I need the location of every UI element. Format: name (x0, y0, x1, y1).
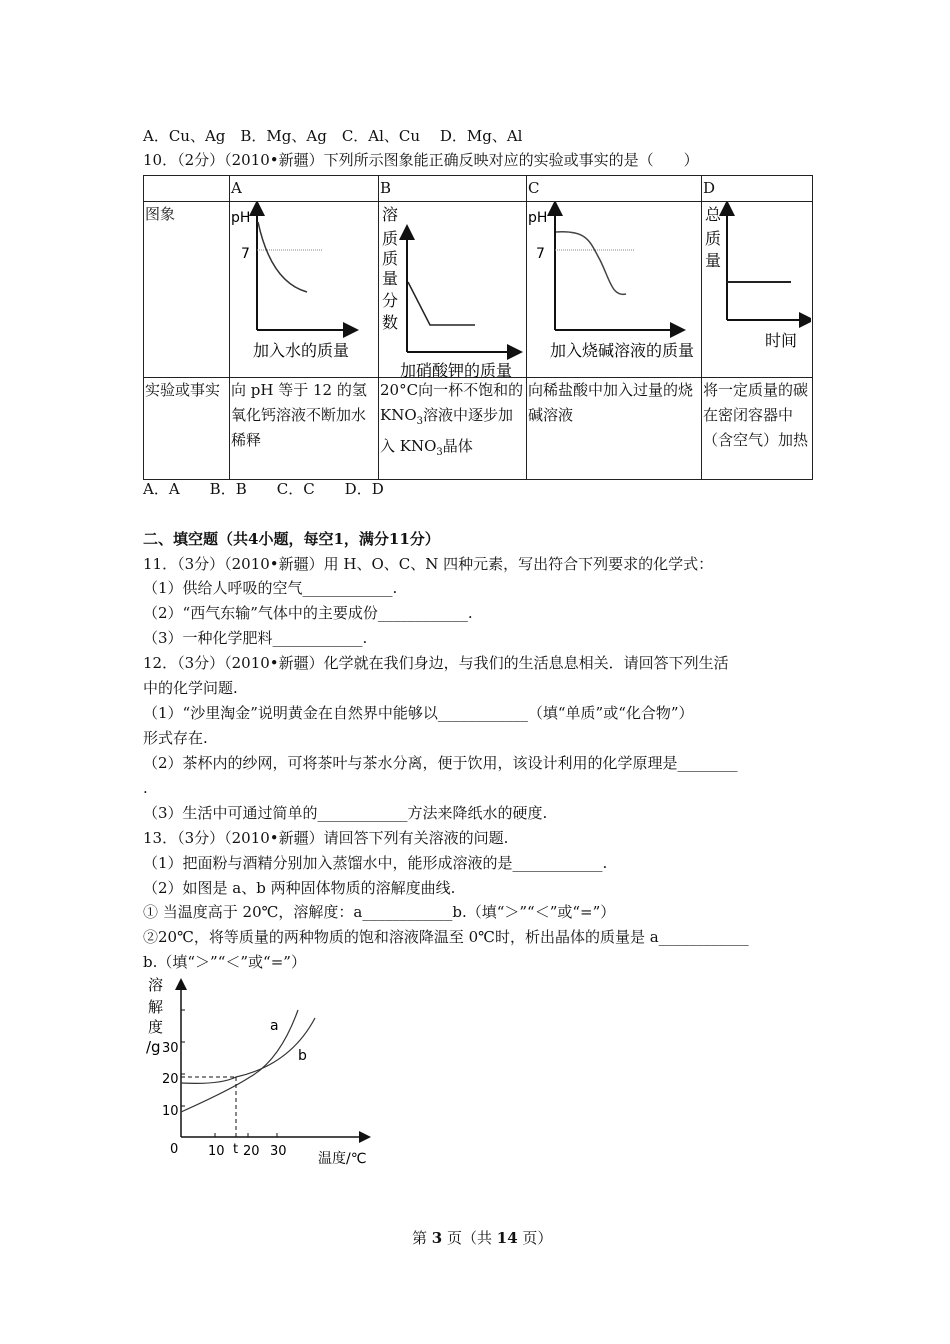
svg-text:20: 20 (243, 1144, 260, 1159)
svg-text:加入烧碱溶液的质量: 加入烧碱溶液的质量 (550, 341, 695, 360)
svg-text:t: t (233, 1142, 239, 1157)
page-footer: 第 3 页（共 14 页） (412, 1229, 553, 1247)
header-b: B (379, 176, 527, 202)
question-line: （3）一种化学肥料____________. (143, 629, 368, 647)
question-line: （1）供给人呼吸的空气____________. (143, 579, 398, 597)
svg-text:pH: pH (231, 210, 251, 226)
question-line: 形式存在. (143, 729, 208, 747)
fact-b: 20°C向一杯不饱和的 $KNO_3$溶液中逐步加入 $KNO_3$晶体 (379, 378, 527, 480)
svg-text:20: 20 (162, 1072, 179, 1087)
svg-text:10: 10 (208, 1144, 225, 1159)
graph-b (380, 202, 525, 377)
svg-text:度: 度 (148, 1018, 164, 1036)
svg-text:数: 数 (382, 313, 399, 332)
question-line: 11．（3分）（2010•新疆）用 H、O、C、N 四种元素，写出符合下列要求的化学式： (143, 555, 714, 573)
svg-text:30: 30 (162, 1041, 179, 1056)
svg-text:总: 总 (705, 205, 722, 224)
svg-text:质: 质 (705, 229, 722, 248)
question-line: （2）如图是 a、b 两种固体物质的溶解度曲线. (143, 879, 456, 897)
section-heading: 二、填空题（共4小题，每空1，满分11分） (143, 530, 440, 548)
svg-text:加硝酸钾的质量: 加硝酸钾的质量 (400, 361, 513, 377)
svg-text:30: 30 (270, 1144, 287, 1159)
question-line: 12．（3分）（2010•新疆）化学就在我们身边，与我们的生活息息相关．请回答下列生活 (143, 654, 729, 672)
fact-a: 向 pH 等于 12 的氢氧化钙溶液不断加水稀释 (230, 378, 379, 480)
svg-text:7: 7 (536, 246, 545, 262)
header-empty (144, 176, 230, 202)
svg-text:10: 10 (162, 1104, 179, 1119)
question-line: （2）“西气东输”气体中的主要成份____________. (143, 604, 473, 622)
fact-d: 将一定质量的碳在密闭容器中（含空气）加热 (702, 378, 813, 480)
svg-text:温度/℃: 温度/℃ (318, 1151, 367, 1167)
svg-text:pH: pH (528, 210, 548, 226)
svg-text:/g: /g (146, 1038, 161, 1056)
q10-options: A．A B．B C．C D．D (143, 480, 384, 498)
svg-text:a: a (270, 1018, 279, 1034)
svg-text:分: 分 (382, 291, 399, 310)
question-line: ②20℃，将等质量的两种物质的饱和溶液降温至 0℃时，析出晶体的质量是 a____________ (143, 928, 749, 946)
graph-a (231, 202, 377, 377)
row-label-fact: 实验或事实 (144, 378, 230, 480)
svg-text:溶: 溶 (148, 976, 164, 994)
question-line: （2）茶杯内的纱网，可将茶叶与茶水分离，便于饮用，该设计利用的化学原理是________ (143, 754, 738, 772)
svg-text:时间: 时间 (765, 331, 798, 350)
svg-text:7: 7 (241, 246, 250, 262)
curve-a (181, 1010, 298, 1112)
header-a: A (230, 176, 379, 202)
question-line: 中的化学问题. (143, 679, 238, 697)
question-line: （1）把面粉与酒精分别加入蒸馏水中，能形成溶液的是____________. (143, 854, 608, 872)
q10-table (143, 175, 813, 480)
svg-text:b: b (298, 1048, 307, 1064)
graph-c (528, 202, 700, 377)
solubility-chart (140, 970, 380, 1170)
svg-text:质: 质 (382, 249, 399, 268)
graph-d (703, 202, 811, 377)
question-line: ① 当温度高于 20℃，溶解度：a____________b.（填“＞”“＜”或“=”） (143, 903, 616, 921)
svg-text:量: 量 (382, 269, 399, 288)
question-line: 13．（3分）（2010•新疆）请回答下列有关溶液的问题. (143, 829, 509, 847)
curve-b (181, 1018, 315, 1083)
question-line: . (143, 779, 148, 797)
fact-c: 向稀盐酸中加入过量的烧碱溶液 (527, 378, 702, 480)
svg-text:加入水的质量: 加入水的质量 (253, 341, 350, 360)
row-label-image: 图象 (144, 202, 230, 378)
svg-text:量: 量 (705, 251, 722, 270)
svg-text:0: 0 (170, 1142, 179, 1157)
header-d: D (702, 176, 813, 202)
question-line: b.（填“＞”“＜”或“=”） (143, 953, 306, 971)
header-c: C (527, 176, 702, 202)
question-line: （1）“沙里淘金”说明黄金在自然界中能够以____________（填“单质”或“化合物”） (143, 704, 694, 722)
svg-text:溶: 溶 (382, 205, 399, 224)
q10-stem: 10．（2分）（2010•新疆）下列所示图象能正确反映对应的实验或事实的是（ ） (143, 151, 699, 169)
question-line: （3）生活中可通过简单的____________方法来降纸水的硬度. (143, 804, 548, 822)
svg-text:质: 质 (382, 229, 399, 248)
q9-options: A．Cu、Ag B．Mg、Ag C．Al、Cu D．Mg、Al (143, 127, 523, 145)
svg-text:解: 解 (148, 998, 164, 1016)
